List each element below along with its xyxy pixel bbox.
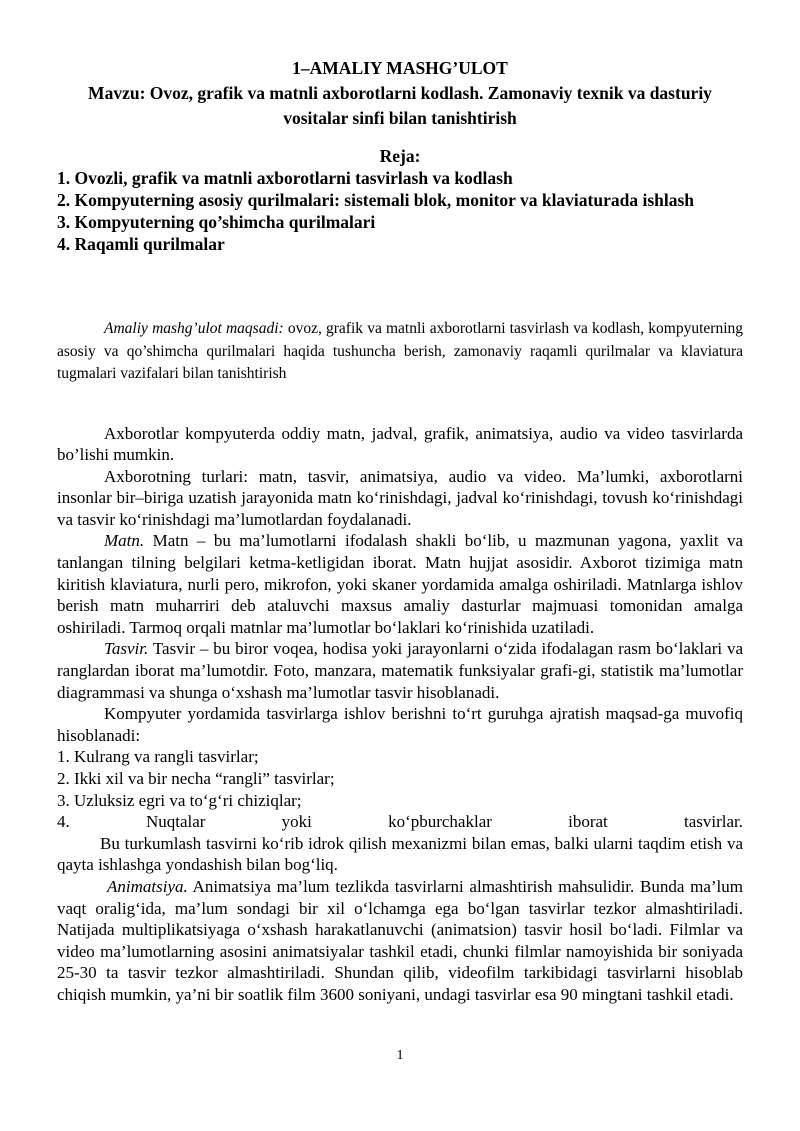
matn-text: Matn – bu ma’lumotlarni ifodalash shakli bo‘lib, u mazmunan yagona, yaxlit va tanlangan tilning belgilari ketma-ketligidan iborat. Matn hujjat asosidir. Axborot tizimiga matn kiritish klaviatura, nurli pero, mikrofon, yoki skaner yordamida amalga oshiriladi. Matnlarga ishlov berish matn muharriri deb ataluvchi maxsus amaliy dasturlar majmuasi tomonidan amalga oshiriladi. Tarmoq orqali matnlar ma’lumotlar bo‘laklari ko‘rinishida uzatiladi. (57, 531, 743, 637)
plan-list (57, 167, 743, 255)
topic-line-2: vositalar sinfi bilan tanishtirish (283, 108, 517, 128)
paragraph-animatsiya (57, 876, 743, 1006)
animatsiya-text: Animatsiya ma’lum tezlikda tasvirlarni almashtirish mahsulidir. Bunda ma’lum vaqt oralig‘ida, ma’lum sondagi bir xil o‘lchamga ega bo‘lgan tasvirlar tezkor almashtiriladi. Natijada multiplikatsiyaga o‘xshash harakatlanuvchi (animatsion) tasvir hosil bo‘ladi. Filmlar va video ma’lumotlarning asosini animatsiyalar tashkil etadi, chunki filmlar namoyishida bir soniyada 25-30 ta tasvir tezkor almashtiriladi. Shundan qilib, videofilm tarkibidagi tasvirlarni hisoblab chiqish mumkin, ya’ni bir soatlik film 3600 soniyani, undagi tasvirlar esa 90 mingtani tashkil etadi. (57, 876, 743, 1004)
plan-item-3: 3. Kompyuterning qo’shimcha qurilmalari (57, 212, 376, 232)
goal-text: ovoz, grafik va matnli axborotlarni tasvirlash va kodlash, kompyuterning asosiy va qo’shimcha qurilmalari haqida tushuncha berish, zamonaviy raqamli qurilmalar va klaviatura tugmalari vazifalari bilan tanishtirish (57, 320, 743, 382)
document-title: 1–AMALIY MASHG’ULOT (292, 58, 508, 78)
topic-line-1: Mavzu: Ovoz, grafik va matnli axborotlarni kodlash. Zamonaviy texnik va dasturiy (88, 83, 712, 103)
list-item-2: 2. Ikki xil va bir necha “rangli” tasvirlar; (57, 769, 335, 788)
list-item-3: 3. Uzluksiz egri va to‘g‘ri chiziqlar; (57, 790, 302, 810)
animatsiya-label: Animatsiya. (107, 876, 188, 896)
plan-item-1: 1. Ovozli, grafik va matnli axborotlarni tasvirlash va kodlash (57, 168, 513, 188)
list-item-4: 4. Nuqtalar yoki ko‘pburchaklar iborat tasvirlar. (57, 812, 743, 832)
plan-item-4: 4. Raqamli qurilmalar (57, 234, 225, 254)
matn-label: Matn. (104, 531, 145, 551)
page-number: 1 (396, 1048, 404, 1063)
plan-item-2: 2. Kompyuterning asosiy qurilmalari: sistemali blok, monitor va klaviaturada ishlash (57, 190, 695, 210)
paragraph-1: Axborotlar kompyuterda oddiy matn, jadval, grafik, animatsiya, audio va video tasvirlarda bo’lishi mumkin. (57, 423, 743, 465)
goal-paragraph (57, 318, 743, 386)
paragraph-tasvir (57, 638, 743, 703)
body-text (57, 423, 743, 1006)
list-item-1: 1. Kulrang va rangli tasvirlar; (57, 747, 259, 767)
tasvir-label: Tasvir. (104, 639, 149, 659)
tasvir-text: Tasvir – bu biror voqea, hodisa yoki jarayonlarni o‘zida ifodalagan rasm bo‘laklari va ranglardan iborat ma’lumotdir. Foto, manzara, matematik funksiyalar grafi-gi, statistik ma’lumotlar diagrammasi va shunga o‘xshash ma’lumotlar tasvir hisoblanadi. (57, 639, 743, 702)
paragraph-matn (57, 530, 743, 638)
paragraph-5: Kompyuter yordamida tasvirlarga ishlov berishni to‘rt guruhga ajratish maqsad-ga muvofiq hisoblanadi: (57, 704, 743, 745)
goal-label: Amaliy mashg’ulot maqsadi: (104, 320, 284, 337)
paragraph-2: Axborotning turlari: matn, tasvir, animatsiya, audio va video. Ma’lumki, axborotlarni insonlar bir–biriga uzatish jarayonida matn ko‘rinishdagi, jadval ko‘rinishdagi, tovush ko‘rinishdagi va tasvir ko‘rinishdagi ma’lumotlardan foydalanadi. (57, 466, 743, 529)
paragraph-6: Bu turkumlash tasvirni ko‘rib idrok qilish mexanizmi bilan emas, balki ularni taqdim etish va qayta ishlashga yondashish bilan bog‘liq. (57, 833, 743, 875)
document-page (57, 56, 743, 1006)
plan-heading: Reja: (379, 146, 421, 166)
